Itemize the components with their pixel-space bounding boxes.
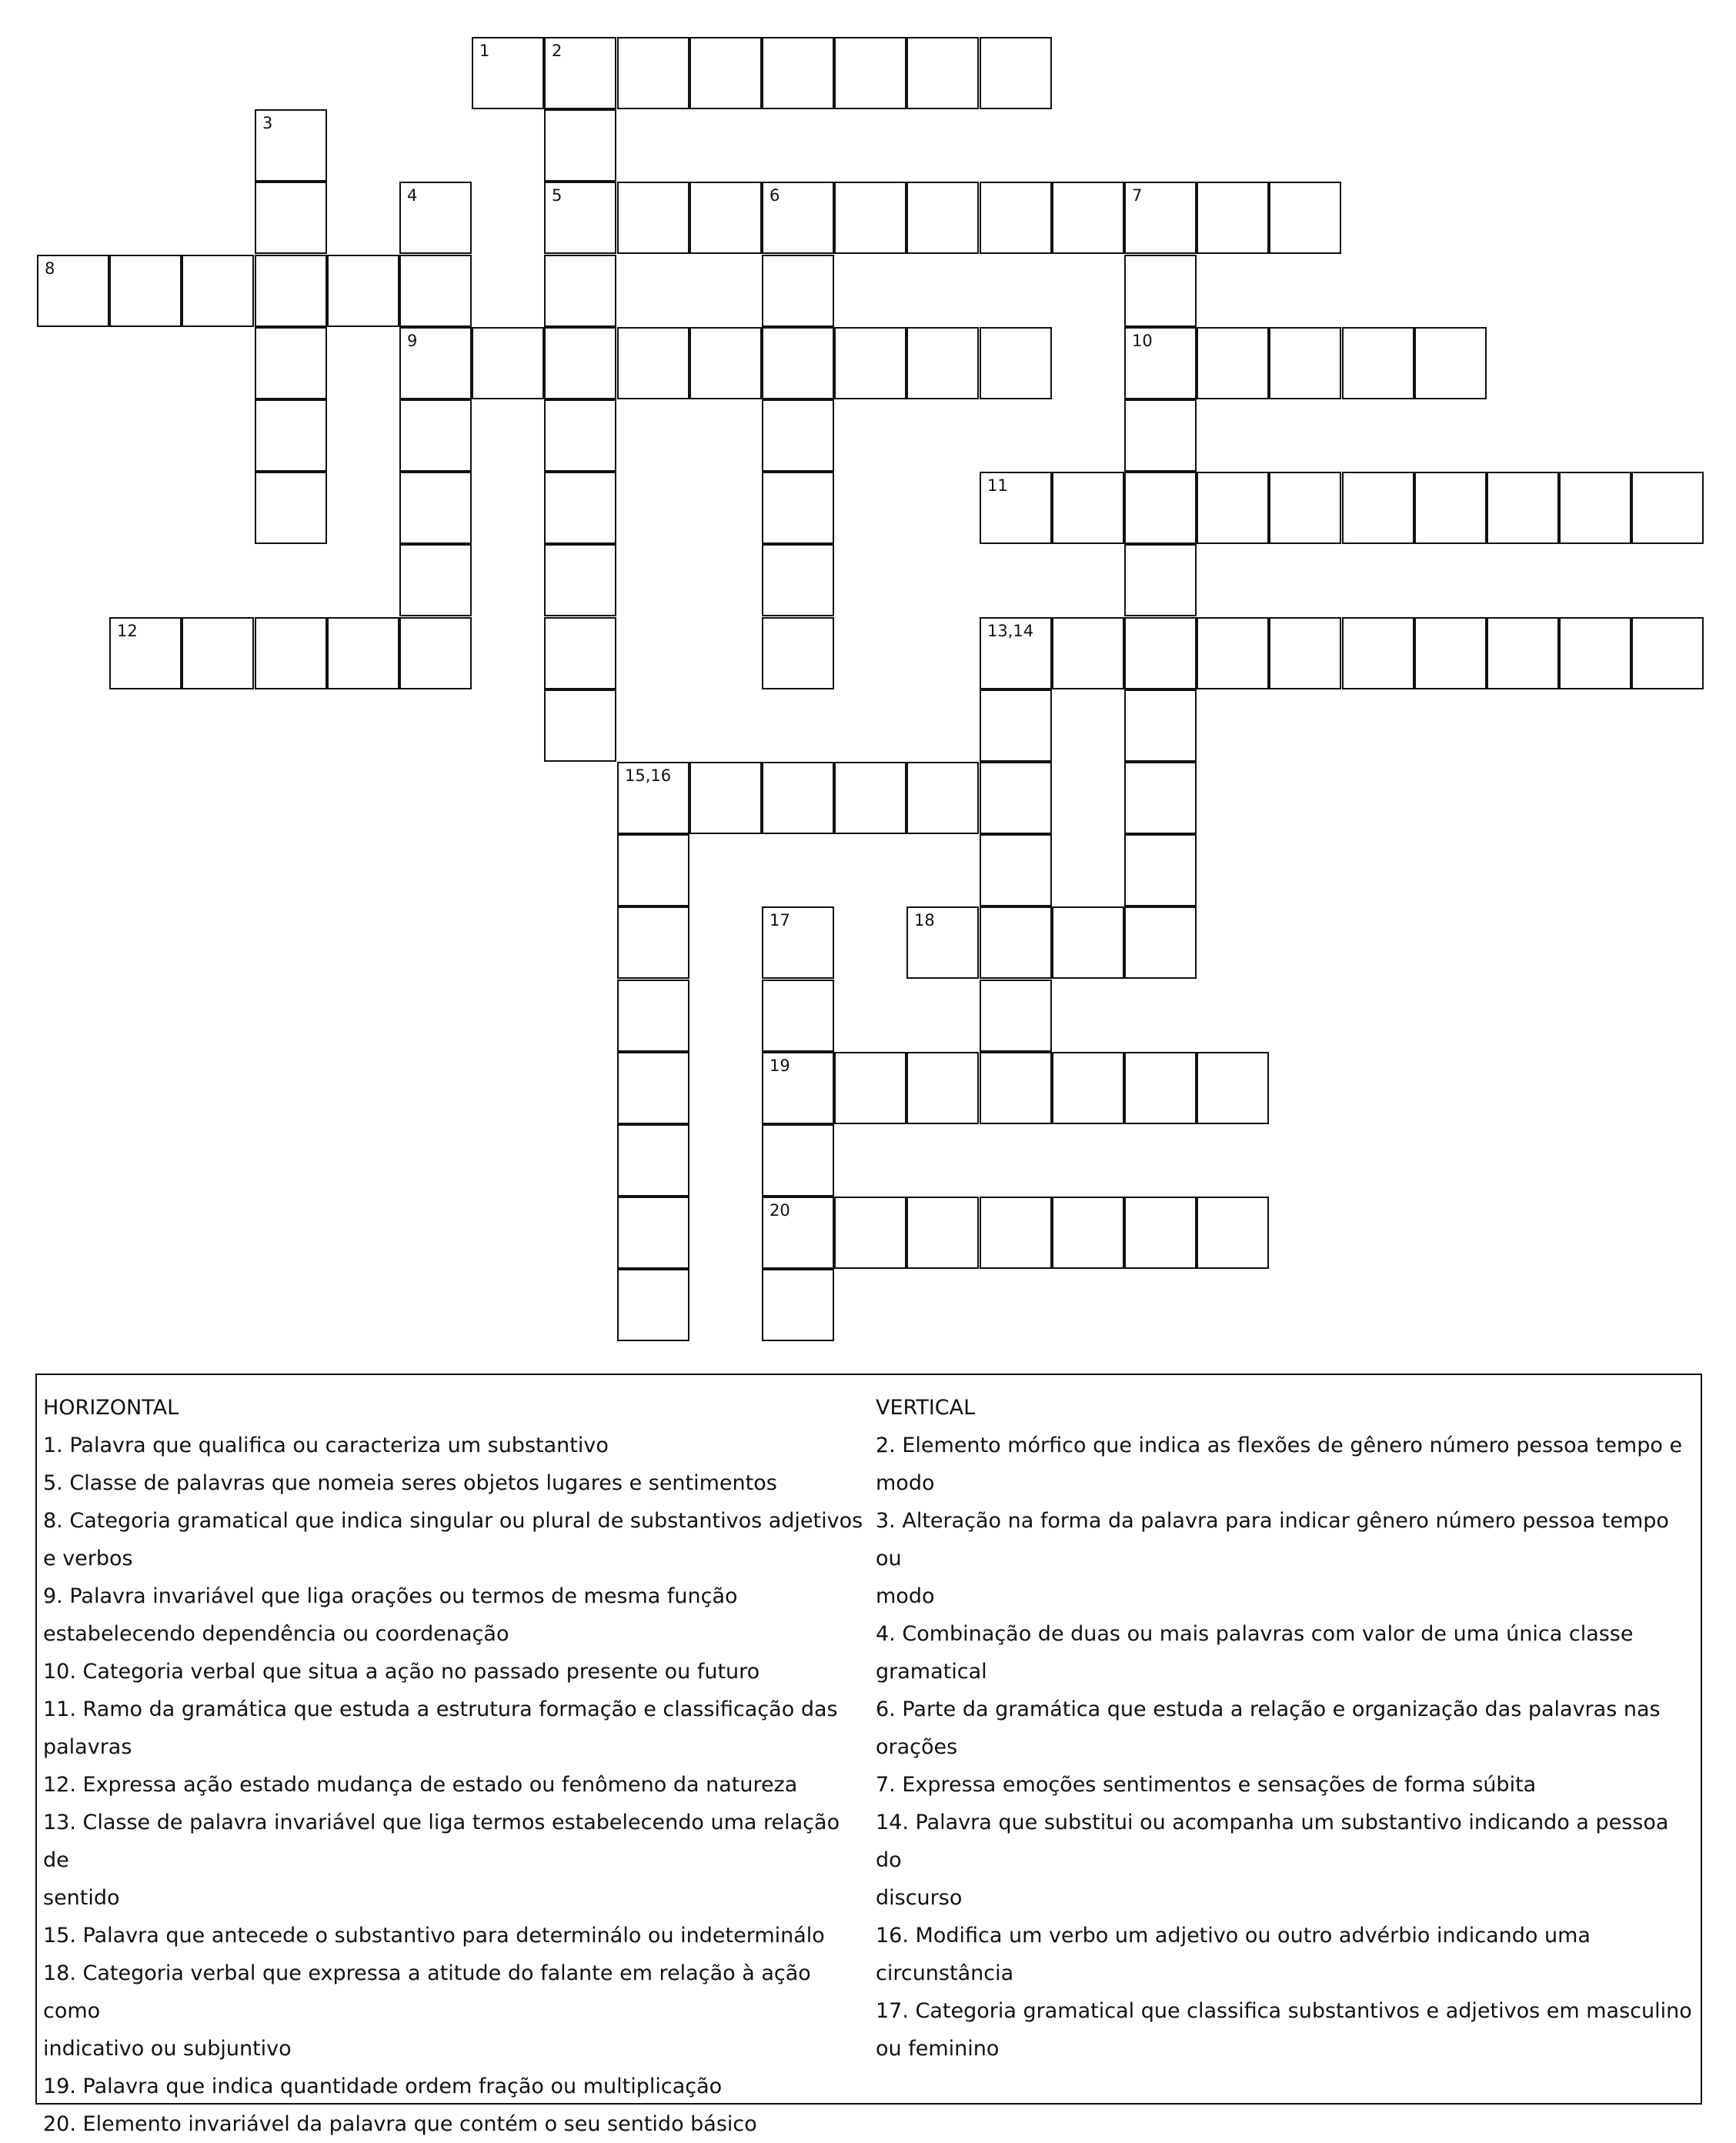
grid-cell[interactable] — [1124, 1197, 1197, 1269]
clue-line: 16. Modifica um verbo um adjetivo ou outro advérbio indicando uma — [876, 1924, 1591, 1948]
clue-line: sentido — [43, 1886, 120, 1910]
grid-cell[interactable] — [472, 37, 544, 109]
grid-cell[interactable] — [1124, 544, 1197, 616]
clue-number: 13,14 — [987, 622, 1034, 640]
grid-cell[interactable] — [906, 182, 979, 254]
grid-cell[interactable] — [255, 255, 327, 327]
clue-line: modo — [876, 1471, 935, 1495]
grid-cell[interactable] — [1631, 472, 1704, 544]
clue-number: 12 — [117, 622, 138, 640]
grid-cell[interactable] — [544, 255, 616, 327]
grid-cell[interactable] — [255, 327, 327, 399]
grid-cell[interactable] — [1631, 617, 1704, 689]
grid-cell[interactable] — [834, 182, 906, 254]
clue-number: 7 — [1132, 186, 1143, 205]
clue-line: discurso — [876, 1886, 963, 1910]
grid-cell[interactable] — [399, 544, 472, 616]
grid-cell[interactable] — [1124, 182, 1197, 254]
grid-cell[interactable] — [399, 327, 472, 399]
clue-line: 20. Elemento invariável da palavra que contém o seu sentido básico — [43, 2112, 757, 2136]
grid-cell[interactable] — [544, 399, 616, 472]
grid-cell[interactable] — [762, 1124, 834, 1197]
grid-cell[interactable] — [1124, 617, 1197, 689]
grid-cell[interactable] — [762, 399, 834, 472]
grid-cell[interactable] — [980, 1197, 1052, 1269]
clue-number: 2 — [552, 42, 563, 60]
grid-cell[interactable] — [617, 980, 689, 1052]
clue-line: 17. Categoria gramatical que classifica substantivos e adjetivos em masculino — [876, 1999, 1692, 2023]
grid-cell[interactable] — [255, 109, 327, 182]
grid-cell[interactable] — [762, 617, 834, 689]
grid-cell[interactable] — [544, 617, 616, 689]
clue-number: 15,16 — [625, 766, 672, 785]
clues-box — [35, 1374, 1702, 2136]
grid-cell[interactable] — [980, 1052, 1052, 1124]
grid-cell[interactable] — [762, 762, 834, 834]
grid-cell[interactable] — [399, 182, 472, 254]
grid-cell[interactable] — [762, 1197, 834, 1269]
grid-cell[interactable] — [617, 1197, 689, 1269]
grid-cell[interactable] — [980, 617, 1052, 689]
clue-line: 5. Classe de palavras que nomeia seres objetos lugares e sentimentos — [43, 1471, 777, 1495]
grid-cell[interactable] — [1052, 906, 1124, 979]
clue-line: 7. Expressa emoções sentimentos e sensações de forma súbita — [876, 1773, 1537, 1797]
grid-cell[interactable] — [544, 109, 616, 182]
grid-cell[interactable] — [689, 327, 762, 399]
clue-line: 9. Palavra invariável que liga orações ou termos de mesma função — [43, 1584, 738, 1608]
grid-cell[interactable] — [109, 617, 182, 689]
grid-cell[interactable] — [255, 617, 327, 689]
grid-cell[interactable] — [1269, 617, 1341, 689]
grid-cell[interactable] — [1487, 472, 1559, 544]
grid-cell[interactable] — [544, 689, 616, 762]
clue-line: ou feminino — [876, 2037, 1000, 2061]
grid-cell[interactable] — [689, 37, 762, 109]
grid-cell[interactable] — [980, 37, 1052, 109]
grid-cell[interactable] — [1052, 182, 1124, 254]
horizontal-clues — [43, 1389, 870, 2143]
clue-number: 17 — [770, 911, 790, 930]
grid-cell[interactable] — [762, 327, 834, 399]
clue-line: orações — [876, 1735, 958, 1759]
clue-line: indicativo ou subjuntivo — [43, 2037, 292, 2061]
grid-cell[interactable] — [834, 37, 906, 109]
grid-cell[interactable] — [327, 255, 399, 327]
grid-cell[interactable] — [762, 1052, 834, 1124]
grid-cell[interactable] — [472, 327, 544, 399]
clue-number: 5 — [552, 186, 563, 205]
grid-cell[interactable] — [762, 37, 834, 109]
grid-cell[interactable] — [1052, 472, 1124, 544]
grid-cell[interactable] — [544, 472, 616, 544]
grid-cell[interactable] — [906, 327, 979, 399]
grid-cell[interactable] — [1124, 255, 1197, 327]
clue-line: 6. Parte da gramática que estuda a relação e organização das palavras nas — [876, 1697, 1661, 1721]
grid-cell[interactable] — [544, 37, 616, 109]
clue-number: 20 — [770, 1201, 790, 1220]
grid-cell[interactable] — [1559, 617, 1631, 689]
grid-cell[interactable] — [182, 617, 254, 689]
clue-line: 11. Ramo da gramática que estuda a estrutura formação e classificação das — [43, 1697, 838, 1721]
grid-cell[interactable] — [1197, 472, 1269, 544]
clue-line: gramatical — [876, 1660, 987, 1684]
grid-cell[interactable] — [617, 1124, 689, 1197]
clue-number: 11 — [987, 476, 1008, 495]
grid-cell[interactable] — [1269, 327, 1341, 399]
grid-cell[interactable] — [617, 1269, 689, 1341]
grid-cell[interactable] — [1052, 1197, 1124, 1269]
grid-cell[interactable] — [617, 182, 689, 254]
grid-cell[interactable] — [1342, 327, 1414, 399]
clue-line: 13. Classe de palavra invariável que liga termos estabelecendo uma relação de — [43, 1811, 840, 1872]
clue-line: 4. Combinação de duas ou mais palavras com valor de uma única classe — [876, 1622, 1634, 1646]
grid-cell[interactable] — [834, 327, 906, 399]
grid-cell[interactable] — [980, 834, 1052, 906]
clue-number: 19 — [770, 1056, 790, 1075]
grid-cell[interactable] — [37, 255, 109, 327]
grid-cell[interactable] — [544, 544, 616, 616]
grid-cell[interactable] — [762, 906, 834, 979]
grid-cell[interactable] — [399, 399, 472, 472]
clue-line: 14. Palavra que substitui ou acompanha um substantivo indicando a pessoa do — [876, 1811, 1669, 1872]
clue-line: circunstância — [876, 1961, 1014, 1985]
grid-cell[interactable] — [255, 399, 327, 472]
grid-cell[interactable] — [689, 182, 762, 254]
grid-cell[interactable] — [1124, 399, 1197, 472]
clue-line: 15. Palavra que antecede o substantivo para determinálo ou indeterminálo — [43, 1924, 825, 1948]
clue-line: 12. Expressa ação estado mudança de estado ou fenômeno da natureza — [43, 1773, 798, 1797]
grid-cell[interactable] — [544, 327, 616, 399]
grid-cell[interactable] — [762, 544, 834, 616]
grid-cell[interactable] — [980, 689, 1052, 762]
grid-cell[interactable] — [762, 980, 834, 1052]
clue-line: 2. Elemento mórfico que indica as flexões de gênero número pessoa tempo e — [876, 1434, 1683, 1457]
grid-cell[interactable] — [762, 472, 834, 544]
horizontal-heading: HORIZONTAL — [43, 1396, 179, 1420]
grid-cell[interactable] — [906, 906, 979, 979]
grid-cell[interactable] — [399, 617, 472, 689]
clue-number: 8 — [45, 259, 55, 278]
grid-cell[interactable] — [762, 182, 834, 254]
grid-cell[interactable] — [980, 980, 1052, 1052]
grid-cell[interactable] — [834, 1052, 906, 1124]
grid-cell[interactable] — [617, 1052, 689, 1124]
vertical-clues — [876, 1389, 1699, 2068]
grid-cell[interactable] — [980, 762, 1052, 834]
clue-line: palavras — [43, 1735, 132, 1759]
grid-cell[interactable] — [762, 1269, 834, 1341]
clue-number: 6 — [770, 186, 780, 205]
grid-cell[interactable] — [1197, 327, 1269, 399]
grid-cell[interactable] — [1197, 617, 1269, 689]
grid-cell[interactable] — [1124, 906, 1197, 979]
grid-cell[interactable] — [1124, 327, 1197, 399]
grid-cell[interactable] — [1342, 472, 1414, 544]
clue-number: 3 — [262, 114, 273, 132]
clue-line: 18. Categoria verbal que expressa a atitude do falante em relação à ação como — [43, 1961, 811, 2023]
grid-cell[interactable] — [617, 327, 689, 399]
grid-cell[interactable] — [980, 327, 1052, 399]
grid-cell[interactable] — [1197, 1052, 1269, 1124]
grid-cell[interactable] — [109, 255, 182, 327]
grid-cell[interactable] — [1414, 472, 1487, 544]
clue-number: 18 — [914, 911, 935, 930]
grid-cell[interactable] — [834, 762, 906, 834]
grid-cell[interactable] — [1052, 1052, 1124, 1124]
grid-cell[interactable] — [617, 37, 689, 109]
grid-cell[interactable] — [1124, 1052, 1197, 1124]
grid-cell[interactable] — [255, 472, 327, 544]
grid-cell[interactable] — [762, 255, 834, 327]
grid-cell[interactable] — [1197, 182, 1269, 254]
grid-cell[interactable] — [1124, 472, 1197, 544]
grid-cell[interactable] — [980, 182, 1052, 254]
grid-cell[interactable] — [1414, 617, 1487, 689]
clue-line: estabelecendo dependência ou coordenação — [43, 1622, 509, 1646]
grid-cell[interactable] — [617, 834, 689, 906]
clue-line: 19. Palavra que indica quantidade ordem fração ou multiplicação — [43, 2075, 723, 2098]
grid-cell[interactable] — [327, 617, 399, 689]
clue-line: 8. Categoria gramatical que indica singular ou plural de substantivos adjetivos — [43, 1509, 863, 1533]
clue-number: 1 — [479, 42, 490, 60]
grid-cell[interactable] — [1124, 689, 1197, 762]
grid-cell[interactable] — [980, 906, 1052, 979]
grid-cell[interactable] — [1269, 472, 1341, 544]
grid-cell[interactable] — [1342, 617, 1414, 689]
grid-cell[interactable] — [906, 37, 979, 109]
grid-cell[interactable] — [834, 1197, 906, 1269]
grid-cell[interactable] — [980, 472, 1052, 544]
grid-cell[interactable] — [617, 906, 689, 979]
clue-number: 9 — [407, 332, 418, 350]
vertical-heading: VERTICAL — [876, 1396, 976, 1420]
clue-line: 1. Palavra que qualifica ou caracteriza um substantivo — [43, 1434, 609, 1457]
grid-cell[interactable] — [182, 255, 254, 327]
clue-line: e verbos — [43, 1547, 133, 1571]
clue-line: modo — [876, 1584, 935, 1608]
clue-number: 10 — [1132, 332, 1153, 350]
grid-cell[interactable] — [399, 255, 472, 327]
grid-cell[interactable] — [544, 182, 616, 254]
grid-cell[interactable] — [906, 1052, 979, 1124]
grid-cell[interactable] — [1124, 762, 1197, 834]
grid-cell[interactable] — [906, 1197, 979, 1269]
grid-cell[interactable] — [1269, 182, 1341, 254]
grid-cell[interactable] — [399, 472, 472, 544]
clue-number: 4 — [407, 186, 418, 205]
grid-cell[interactable] — [906, 762, 979, 834]
grid-cell[interactable] — [617, 762, 689, 834]
grid-cell[interactable] — [1197, 1197, 1269, 1269]
grid-cell[interactable] — [1414, 327, 1487, 399]
grid-cell[interactable] — [1487, 617, 1559, 689]
grid-cell[interactable] — [255, 182, 327, 254]
clue-line: 3. Alteração na forma da palavra para indicar gênero número pessoa tempo ou — [876, 1509, 1669, 1571]
grid-cell[interactable] — [689, 762, 762, 834]
grid-cell[interactable] — [1559, 472, 1631, 544]
clue-line: 10. Categoria verbal que situa a ação no passado presente ou futuro — [43, 1660, 760, 1684]
grid-cell[interactable] — [1124, 834, 1197, 906]
grid-cell[interactable] — [1052, 617, 1124, 689]
